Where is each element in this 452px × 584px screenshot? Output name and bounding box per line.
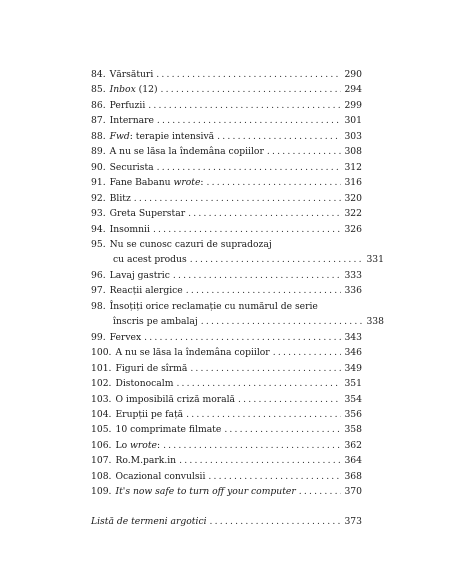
entry-number: 90. bbox=[91, 161, 106, 173]
leader-dots bbox=[208, 469, 341, 484]
table-of-contents bbox=[91, 67, 384, 529]
glossary-page: 373 bbox=[344, 515, 362, 527]
entry-title: Inbox (12) bbox=[109, 84, 158, 96]
leader-dots bbox=[273, 345, 342, 360]
leader-dots bbox=[224, 422, 341, 437]
entry-title: Însoțiți orice reclamație cu numărul de serie bbox=[109, 300, 318, 312]
leader-dots bbox=[190, 252, 364, 267]
toc-entry[interactable] bbox=[91, 222, 362, 237]
entry-page: 354 bbox=[344, 393, 362, 405]
leader-dots bbox=[148, 98, 341, 113]
leader-dots bbox=[179, 453, 341, 468]
entry-title: It's now safe to turn off your computer bbox=[115, 486, 296, 498]
leader-dots bbox=[267, 144, 342, 159]
toc-glossary-entry[interactable] bbox=[91, 514, 362, 529]
entry-title: Fervex bbox=[109, 331, 142, 343]
entry-title: 10 comprimate filmate bbox=[115, 424, 222, 436]
leader-dots bbox=[217, 129, 341, 144]
entry-title: A nu se lăsa la îndemâna copiilor bbox=[109, 146, 264, 158]
entry-number: 107. bbox=[91, 455, 112, 467]
toc-entry[interactable] bbox=[91, 67, 362, 82]
entry-title: Fwd: terapie intensivă bbox=[109, 130, 215, 142]
entry-number: 102. bbox=[91, 378, 112, 390]
entry-number: 95. bbox=[91, 238, 106, 250]
entry-page: 370 bbox=[344, 486, 362, 498]
entry-number: 97. bbox=[91, 285, 106, 297]
toc-entry[interactable] bbox=[91, 469, 362, 484]
entry-title: O imposibilă criză morală bbox=[115, 393, 236, 405]
entry-title: Distonocalm bbox=[115, 378, 174, 390]
leader-dots bbox=[186, 407, 341, 422]
entry-page: 358 bbox=[344, 424, 362, 436]
leader-dots bbox=[161, 82, 342, 97]
entry-title: Ocazional convulsii bbox=[115, 470, 206, 482]
toc-entry[interactable] bbox=[91, 407, 362, 422]
toc-entry[interactable] bbox=[91, 144, 362, 159]
section-gap bbox=[91, 500, 362, 514]
entry-title: Perfuzii bbox=[109, 99, 146, 111]
entry-title: Lo wrote: bbox=[115, 439, 161, 451]
toc-entry[interactable] bbox=[91, 376, 362, 391]
entry-page: 362 bbox=[344, 439, 362, 451]
toc-entry[interactable] bbox=[91, 299, 384, 330]
toc-entry[interactable] bbox=[91, 82, 362, 97]
entry-title: Ro.M.park.in bbox=[115, 455, 177, 467]
entry-title: Erupții pe față bbox=[115, 408, 184, 420]
leader-dots bbox=[156, 67, 341, 82]
entry-title: Greta Superstar bbox=[109, 208, 186, 220]
entry-number: 99. bbox=[91, 331, 106, 343]
entry-title: Blitz bbox=[109, 192, 131, 204]
entry-number: 98. bbox=[91, 300, 106, 312]
entry-number: 100. bbox=[91, 347, 112, 359]
toc-entry[interactable] bbox=[91, 484, 362, 499]
entry-title-continued: înscris pe ambalaj bbox=[113, 316, 198, 328]
entry-number: 101. bbox=[91, 362, 112, 374]
entry-page: 333 bbox=[344, 269, 362, 281]
toc-entry[interactable] bbox=[91, 191, 362, 206]
entry-page: 290 bbox=[344, 69, 362, 80]
leader-dots bbox=[201, 314, 364, 329]
entry-page: 336 bbox=[344, 285, 362, 297]
entry-number: 86. bbox=[91, 99, 106, 111]
toc-entry[interactable] bbox=[91, 237, 384, 268]
entry-page: 303 bbox=[344, 130, 362, 142]
entry-page: 312 bbox=[344, 161, 362, 173]
toc-entry[interactable] bbox=[91, 453, 362, 468]
entry-page: 349 bbox=[344, 362, 362, 374]
entry-number: 87. bbox=[91, 115, 106, 127]
entry-number: 91. bbox=[91, 177, 106, 189]
entry-page: 346 bbox=[344, 347, 362, 359]
entry-number: 93. bbox=[91, 208, 106, 220]
entry-page: 356 bbox=[344, 408, 362, 420]
toc-entry[interactable] bbox=[91, 283, 362, 298]
toc-entry[interactable] bbox=[91, 422, 362, 437]
entry-number: 92. bbox=[91, 192, 106, 204]
entry-page: 308 bbox=[344, 146, 362, 158]
toc-entry[interactable] bbox=[91, 175, 362, 190]
toc-entry[interactable] bbox=[91, 392, 362, 407]
entry-number: 85. bbox=[91, 84, 106, 96]
entry-title: Securista bbox=[109, 161, 154, 173]
entry-title: Reacții alergice bbox=[109, 285, 183, 297]
entry-number: 108. bbox=[91, 470, 112, 482]
entry-page: 322 bbox=[344, 208, 362, 220]
leader-dots bbox=[157, 160, 342, 175]
entry-page: 320 bbox=[344, 192, 362, 204]
entry-page: 343 bbox=[344, 331, 362, 343]
leader-dots bbox=[176, 376, 341, 391]
leader-dots bbox=[210, 514, 342, 529]
entry-page: 294 bbox=[344, 84, 362, 96]
toc-entry[interactable] bbox=[91, 160, 362, 175]
leader-dots bbox=[153, 222, 342, 237]
toc-entry[interactable] bbox=[91, 98, 362, 113]
entry-page: 351 bbox=[344, 378, 362, 390]
leader-dots bbox=[163, 438, 341, 453]
entry-number: 106. bbox=[91, 439, 112, 451]
leader-dots bbox=[238, 392, 341, 407]
glossary-title: Listă de termeni argotici bbox=[91, 515, 207, 527]
entry-title-continued: cu acest produs bbox=[113, 254, 187, 266]
entry-page: 364 bbox=[344, 455, 362, 467]
toc-entry[interactable] bbox=[91, 438, 362, 453]
entry-number: 89. bbox=[91, 146, 106, 158]
leader-dots bbox=[190, 361, 341, 376]
entry-title: Fane Babanu wrote: bbox=[109, 177, 204, 189]
leader-dots bbox=[144, 330, 341, 345]
entry-page: 316 bbox=[344, 177, 362, 189]
entry-number: 94. bbox=[91, 223, 106, 235]
entry-page: 338 bbox=[366, 316, 384, 328]
entry-number: 96. bbox=[91, 269, 106, 281]
entry-page: 301 bbox=[344, 115, 362, 127]
toc-entry[interactable] bbox=[91, 345, 362, 360]
entry-title: A nu se lăsa la îndemâna copiilor bbox=[115, 347, 270, 359]
entry-page: 326 bbox=[344, 223, 362, 235]
toc-entry[interactable] bbox=[91, 129, 362, 144]
entry-title: Internare bbox=[109, 115, 154, 127]
entry-title: Vărsături bbox=[109, 69, 154, 80]
entry-page: 299 bbox=[344, 99, 362, 111]
entry-title: Lavaj gastric bbox=[109, 269, 170, 281]
entry-number: 109. bbox=[91, 486, 112, 498]
entry-title: Insomnii bbox=[109, 223, 150, 235]
entry-number: 105. bbox=[91, 424, 112, 436]
entry-number: 103. bbox=[91, 393, 112, 405]
toc-entry[interactable] bbox=[91, 268, 362, 283]
entry-title: Nu se cunosc cazuri de supradozaj bbox=[109, 238, 272, 250]
leader-dots bbox=[207, 175, 342, 190]
toc-entry[interactable] bbox=[91, 206, 362, 221]
entry-number: 84. bbox=[91, 69, 106, 80]
toc-entry[interactable] bbox=[91, 330, 362, 345]
leader-dots bbox=[299, 484, 342, 499]
toc-entry[interactable] bbox=[91, 361, 362, 376]
leader-dots bbox=[134, 191, 342, 206]
entry-page: 368 bbox=[344, 470, 362, 482]
leader-dots bbox=[186, 283, 342, 298]
toc-entry[interactable] bbox=[91, 113, 362, 128]
entry-page: 331 bbox=[366, 254, 384, 266]
entry-title: Figuri de sîrmă bbox=[115, 362, 188, 374]
leader-dots bbox=[173, 268, 342, 283]
entry-number: 88. bbox=[91, 130, 106, 142]
entry-number: 104. bbox=[91, 408, 112, 420]
leader-dots bbox=[157, 113, 342, 128]
leader-dots bbox=[188, 206, 341, 221]
